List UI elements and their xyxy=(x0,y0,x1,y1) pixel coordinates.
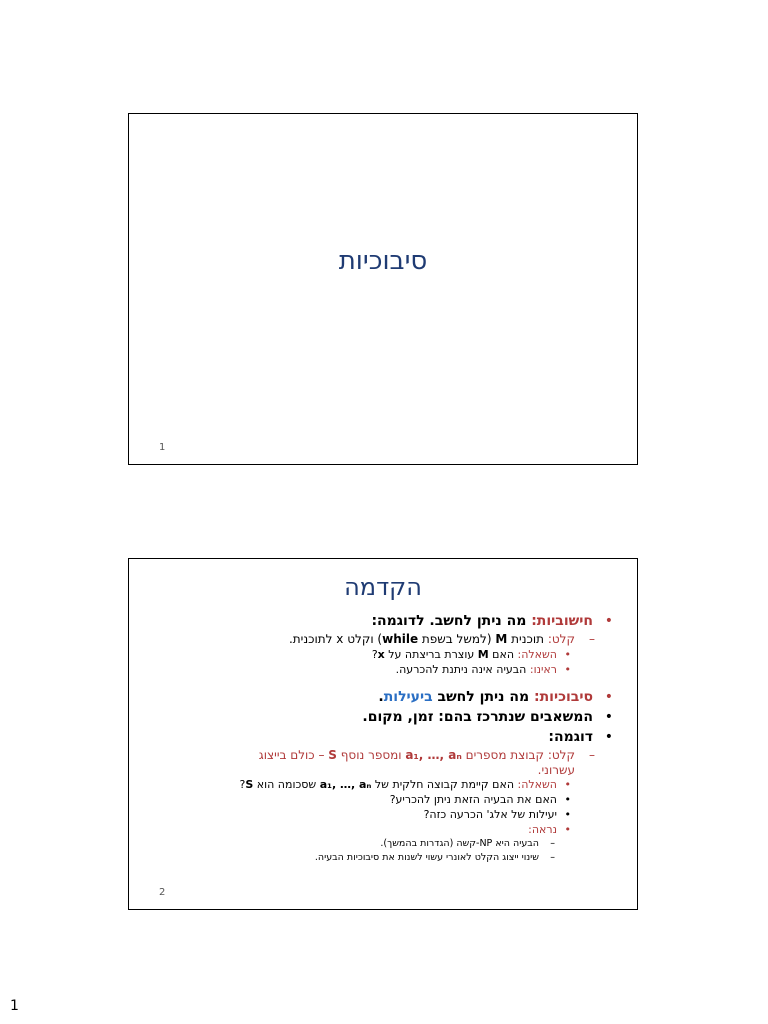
dash-icon: – xyxy=(550,852,555,863)
bullet-icon: • xyxy=(564,663,571,676)
slide-title: סיבוכיות xyxy=(338,246,428,276)
bullet-icon: • xyxy=(564,778,571,791)
slide-title: הקדמה xyxy=(344,573,422,601)
sub-item-example-input-wrap: עשרוני. xyxy=(537,763,575,777)
bullet-icon: • xyxy=(564,648,571,661)
bullet-icon: • xyxy=(604,613,613,629)
sub-item-input: – קלט: תוכנית M (למשל בשפת while) וקלט x לתוכנית. xyxy=(288,632,595,646)
sub-item-seems: • נראה: xyxy=(528,823,571,836)
intro-slide xyxy=(128,558,638,910)
bullet-icon: • xyxy=(564,793,571,806)
page-number: 1 xyxy=(10,998,19,1014)
bullet-resources: • המשאבים שנתרכז בהם: זמן, מקום. xyxy=(362,709,613,725)
sub-item-np-hard: – הבעיה היא NP-קשה (הגדרות בהמשך). xyxy=(380,838,555,849)
dash-icon: – xyxy=(589,748,595,762)
slide-number: 1 xyxy=(159,442,166,453)
bullet-icon: • xyxy=(564,808,571,821)
sub-item-example-input: – קלט: קבוצת מספרים a₁, …, aₙ ומספר נוסף S – כולם בייצוג xyxy=(258,748,595,762)
slide-content xyxy=(143,611,615,865)
dash-icon: – xyxy=(589,632,595,646)
bullet-icon: • xyxy=(564,823,571,836)
bullet-icon: • xyxy=(604,709,613,725)
slide-number: 2 xyxy=(159,887,166,898)
dash-icon: – xyxy=(550,838,555,849)
sub-item-efficiency: • יעילות של אלג' הכרעה כזה? xyxy=(423,808,571,821)
sub-item-example-question: • השאלה: האם קיימת קבוצה חלקית של a₁, …, aₙ שסכומה הוא S? xyxy=(239,778,571,791)
bullet-icon: • xyxy=(604,689,613,705)
bullet-example: • דוגמה: xyxy=(548,729,613,745)
sub-item-representation: – שינוי ייצוג הקלט לאונרי עשוי לשנות את סיבוכיות הבעיה. xyxy=(314,852,555,863)
bullet-computability: • חישוביות: מה ניתן לחשב. לדוגמה: xyxy=(371,613,613,629)
title-slide xyxy=(128,113,638,465)
sub-item-can-decide: • האם את הבעיה הזאת ניתן להכריע? xyxy=(389,793,571,806)
bullet-icon: • xyxy=(604,729,613,745)
sub-item-question: • השאלה: האם M עוצרת בריצתה על x? xyxy=(371,648,571,661)
sub-item-seen: • ראינו: הבעיה אינה ניתנת להכרעה. xyxy=(395,663,571,676)
bullet-complexity: • סיבוכיות: מה ניתן לחשב ביעילות. xyxy=(378,689,613,705)
